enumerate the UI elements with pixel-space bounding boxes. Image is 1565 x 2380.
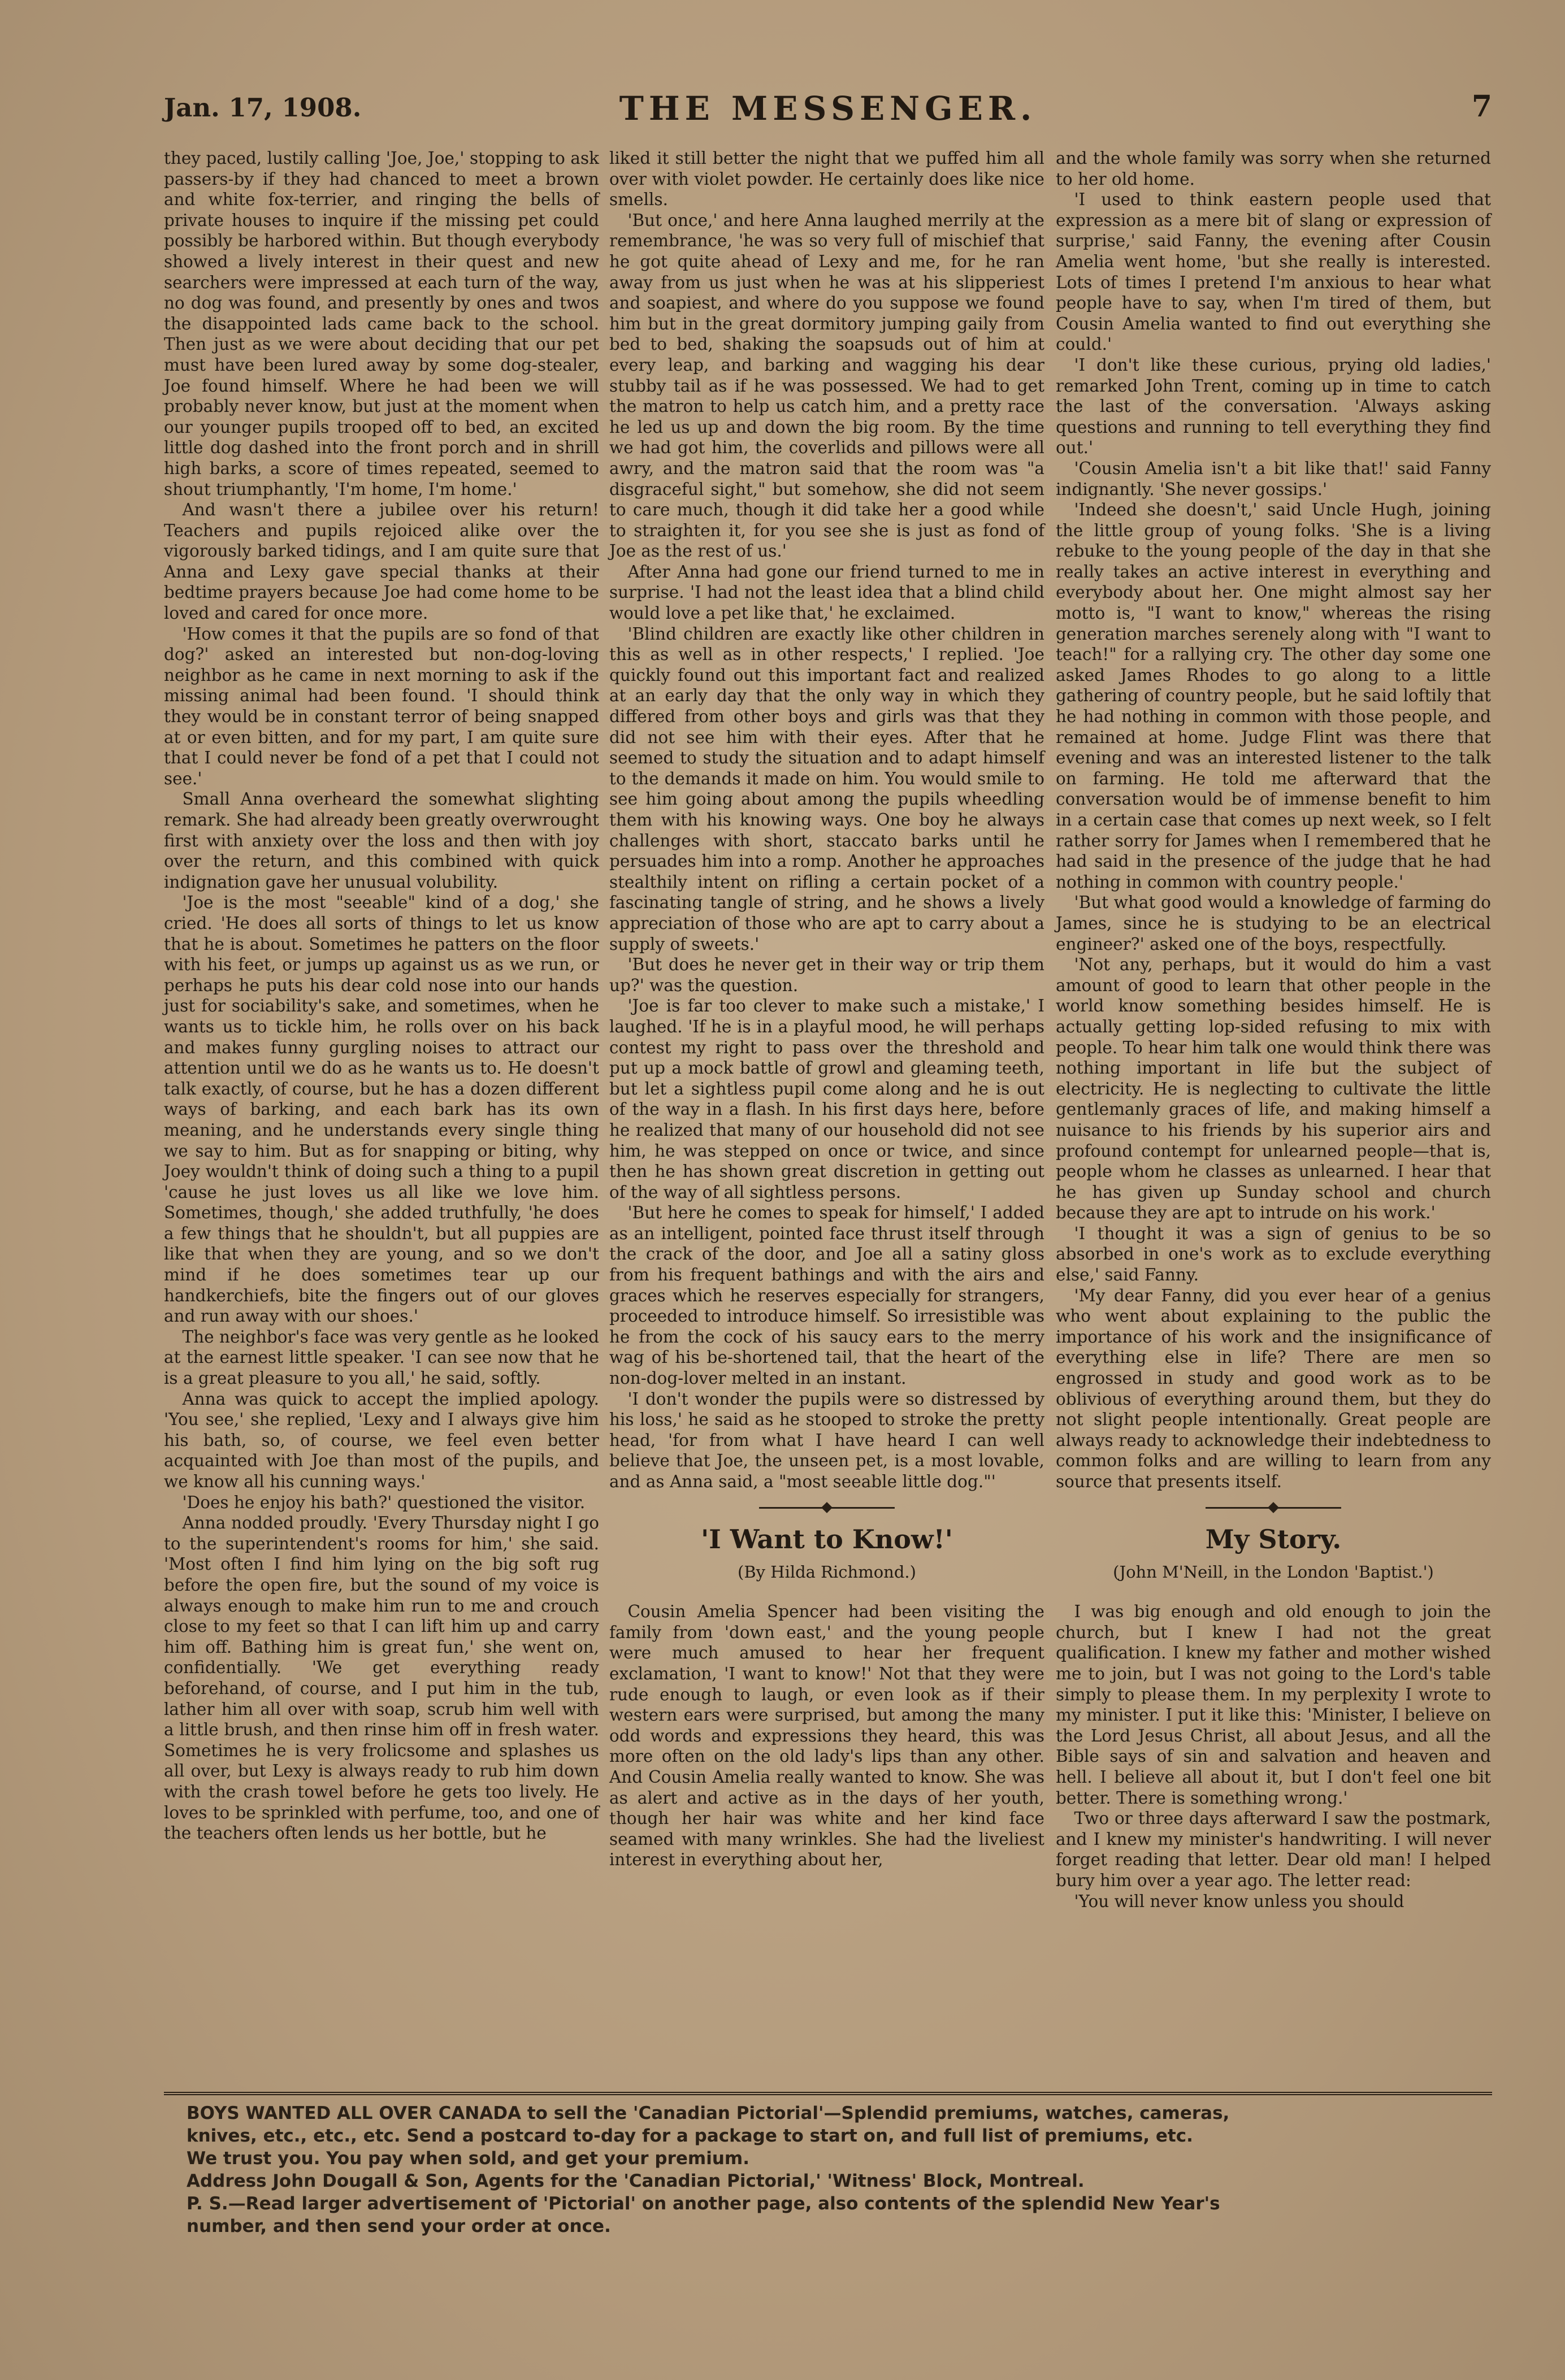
paragraph: 'Joe is the most "seeable" kind of a dog,' she cried. 'He does all sorts of things to let us know that he is about. Sometimes he patters on the floor with his feet, or jumps up against us as we run, or perhaps he puts his dear cold nose into our hands just for sociability's sake, and sometimes, when he wants us to tickle him, he rolls over on his back and makes funny gurgling noises to attract our attention until we do as he wants us to. He doesn't talk exactly, of course, but he has a dozen different ways of barking, and each bark has its own meaning, and he understands every single thing we say to him. But as for snapping or biting, why Joey wouldn't think of doing such a thing to a pupil 'cause he just loves us all like we love him. Sometimes, though,' she added truthfully, 'he does a few things that he shouldn't, but all puppies are like that when they are young, and so we don't mind if he does sometimes tear up our handkerchiefs, bite the fingers out of our gloves and run away with our shoes.'	[164, 893, 599, 1326]
paragraph: Small Anna overheard the somewhat slighting remark. She had already been greatly overwrought first with anxiety over the loss and then with joy over the return, and this combined with quick indignation gave her unusual volubility.	[164, 789, 599, 892]
article-title: My Story.	[1205, 1523, 1342, 1554]
article-title: 'I Want to Know!'	[701, 1523, 953, 1554]
column-2	[609, 148, 1044, 2066]
paragraph: 'But does he never get in their way or trip them up?' was the question.	[609, 955, 1044, 995]
page-number: 7	[1471, 89, 1492, 124]
footer-divider	[164, 2092, 1492, 2095]
paragraph: and the whole family was sorry when she returned to her old home.	[1056, 149, 1491, 189]
paragraph: The neighbor's face was very gentle as he looked at the earnest little speaker. 'I can see now that he is a great pleasure to you all,' he said, softly.	[164, 1327, 599, 1388]
masthead-title: THE MESSENGER.	[619, 89, 1037, 128]
paragraph: I was big enough and old enough to join the church, but I knew I had not the great qualification. I knew my father and mother wished me to join, but I was not going to the Lord's table simply to please them. In my perplexity I wrote to my minister. I put it like this: 'Minister, I believe on the Lord Jesus Christ, all about Jesus, and all the Bible says of sin and salvation and heaven and hell. I believe all about it, but I don't feel one bit better. There is something wrong.'	[1056, 1602, 1491, 1808]
paragraph: 'My dear Fanny, did you ever hear of a genius who went about explaining to the public the importance of his work and the insignificance of everything else in life? There are men so engrossed in study and good work as to be oblivious of everything around them, but they do not slight people intentionally. Great people are always ready to acknowledge their indebtedness to common folks and are willing to learn from any source that presents itself.	[1056, 1285, 1491, 1491]
ad-line: number, and then send your order at once.	[187, 2216, 611, 2236]
advertisement-footer	[187, 2102, 1486, 2238]
article-byline: (By Hilda Richmond.)	[738, 1562, 916, 1582]
ad-line: knives, etc., etc., etc. Send a postcard to-day for a package to start on, and full list of premiums, etc.	[187, 2126, 1193, 2146]
paragraph: 'But here he comes to speak for himself,' I added as an intelligent, pointed face thrust itself through the crack of the door, and Joe all a satiny gloss from his frequent bathings and with the airs and graces which he reserves especially for strangers, proceeded to introduce himself. So irresistible was he from the cock of his saucy ears to the merry wag of his be-shortened tail, that the heart of the non-dog-lover melted in an instant.	[609, 1203, 1044, 1388]
section-divider	[759, 1507, 895, 1513]
paragraph: 'You will never know unless you should	[1074, 1891, 1404, 1911]
page-header	[164, 89, 1492, 134]
paragraph: 'Does he enjoy his bath?' questioned the visitor.	[182, 1492, 586, 1512]
paragraph: they paced, lustily calling 'Joe, Joe,' stopping to ask passers-by if they had chanced to meet a brown and white fox-terrier, and ringing the bells of private houses to inquire if the missing pet could possibly be harbored within. But though everybody showed a lively interest in their quest and new searchers were impressed at each turn of the way, no dog was found, and presently by ones and twos the disappointed lads came back to the school. Then just as we were about deciding that our pet must have been lured away by some dog-stealer, Joe found himself. Where he had been we will probably never know, but just at the moment when our younger pupils trooped off to bed, an excited little dog dashed into the front porch and in shrill high barks, a score of times repeated, seemed to shout triumphantly, 'I'm home, I'm home.'	[164, 149, 599, 499]
paragraph: 'I don't wonder the pupils were so distressed by his loss,' he said as he stooped to stroke the pretty head, 'for from what I have heard I can well believe that Joe, the unseen pet, is a most lovable, and as Anna said, a "most seeable little dog."'	[609, 1389, 1044, 1491]
paragraph: After Anna had gone our friend turned to me in surprise. 'I had not the least idea that a blind child would love a pet like that,' he exclaimed.	[609, 562, 1044, 623]
article-byline: (John M'Neill, in the London 'Baptist.')	[1113, 1562, 1434, 1582]
paragraph: 'But once,' and here Anna laughed merrily at the remembrance, 'he was so very full of mischief that he got quite ahead of Lexy and me, for he ran away from us just when he was at his slipperiest and soapiest, and where do you suppose we found him but in the great dormitory jumping gaily from bed to bed, shaking the soapsuds out of him at every leap, and barking and wagging his dear stubby tail as if he was possessed. We had to get the matron to help us catch him, and a pretty race he led us up and down the big room. By the time we had got him, the coverlids and pillows were all awry, and the matron said that the room was "a disgraceful sight," but somehow, she did not seem to care much, though it did take her a good while to straighten it, for you see she is just as fond of Joe as the rest of us.'	[609, 210, 1044, 561]
paragraph: 'I used to think eastern people used that expression as a mere bit of slang or expression of surprise,' said Fanny, the evening after Cousin Amelia went home, 'but she really is interested. Lots of times I pretend I'm anxious to hear what people have to say, when I'm tired of them, but Cousin Amelia wanted to find out everything she could.'	[1056, 190, 1491, 354]
paragraph: 'Indeed she doesn't,' said Uncle Hugh, joining the little group of young folks. 'She is a living rebuke to the young people of the day in that she really takes an active interest in everything and everybody about her. One might almost say her motto is, "I want to know," whereas the rising generation marches serenely along with "I want to teach!" for a rallying cry. The other day some one asked James Rhodes to go along to a little gathering of country people, but he said loftily that he had nothing in common with those people, and remained at home. Judge Flint was there that evening and was an interested listener to the talk on farming. He told me afterward that the conversation would be of immense benefit to him in a certain case that comes up next week, so I felt rather sorry for James when I remembered that he had said in the presence of the judge that he had nothing in common with country people.'	[1056, 500, 1491, 892]
paragraph: And wasn't there a jubilee over his return! Teachers and pupils rejoiced alike over the vigorously barked tidings, and I am quite sure that Anna and Lexy gave special thanks at their bedtime prayers because Joe had come home to be loved and cared for once more.	[164, 500, 599, 623]
ad-line: P. S.—Read larger advertisement of 'Pictorial' on another page, also contents of the splendid New Year's	[187, 2194, 1220, 2214]
column-1	[164, 148, 599, 2066]
paragraph: 'Blind children are exactly like other children in this as well as in other respects,' I replied. 'Joe quickly found out this important fact and realized at an early day that the only way in which they differed from other boys and girls was that they did not see him with their eyes. After that he seemed to study the situation and to adapt himself to the demands it made on him. You would smile to see him going about among the pupils wheedling them with his knowing ways. One boy he always challenges with short, staccato barks until he persuades him into a romp. Another he approaches stealthily intent on rifling a certain pocket of a fascinating tangle of string, and he shows a lively appreciation of those who are apt to carry about a supply of sweets.'	[609, 624, 1044, 954]
ad-line: BOYS WANTED ALL OVER CANADA to sell the 'Canadian Pictorial'—Splendid premiums, watches, cameras,	[187, 2103, 1230, 2123]
paragraph: 'Cousin Amelia isn't a bit like that!' said Fanny indignantly. 'She never gossips.'	[1056, 458, 1491, 499]
paragraph: 'But what good would a knowledge of farming do James, since he is studying to be an electrical engineer?' asked one of the boys, respectfully.	[1056, 893, 1491, 954]
paragraph: 'I thought it was a sign of genius to be so absorbed in one's work as to exclude everything else,' said Fanny.	[1056, 1223, 1491, 1285]
issue-date: Jan. 17, 1908.	[164, 93, 362, 123]
paragraph: Two or three days afterward I saw the postmark, and I knew my minister's handwriting. I will never forget reading that letter. Dear old man! I helped bury him over a year ago. The letter read:	[1056, 1809, 1491, 1890]
section-divider	[1206, 1507, 1341, 1513]
ad-line: We trust you. You pay when sold, and get your premium.	[187, 2148, 749, 2169]
paragraph: 'How comes it that the pupils are so fond of that dog?' asked an interested but non-dog-loving neighbor as he came in next morning to ask if the missing animal had been found. 'I should think they would be in constant terror of being snapped at or even bitten, and for my part, I am quite sure that I could never be fond of a pet that I could not see.'	[164, 624, 599, 788]
ad-line: Address John Dougall & Son, Agents for the 'Canadian Pictorial,' 'Witness' Block, Montreal.	[187, 2171, 1085, 2191]
column-3	[1056, 148, 1491, 2066]
paragraph: 'Not any, perhaps, but it would do him a vast amount of good to learn that other people in the world know something besides himself. He is actually getting lop-sided refusing to mix with people. To hear him talk one would think there was nothing important in life but the subject of electricity. He is neglecting to cultivate the little gentlemanly graces of life, and making himself a nuisance to his friends by his superior airs and profound contempt for unlearned people—that is, people whom he classes as unlearned. I hear that he has given up Sunday school and church because they are apt to intrude on his work.'	[1056, 955, 1491, 1223]
paragraph: 'I don't like these curious, prying old ladies,' remarked John Trent, coming up in time to catch the last of the conversation. 'Always asking questions and running to tell everything they find out.'	[1056, 355, 1491, 458]
paragraph: 'Joe is far too clever to make such a mistake,' I laughed. 'If he is in a playful mood, he will perhaps contest my right to pass over the threshold and put up a mock battle of growl and gleaming teeth, but let a sightless pupil come along and he is out of the way in a flash. In his first days here, before he realized that many of our household did not see him, he was stepped on once or twice, and since then he has shown great discretion in getting out of the way of all sightless persons.	[609, 996, 1044, 1202]
paragraph: Cousin Amelia Spencer had been visiting the family from 'down east,' and the young people were much amused to hear her frequent exclamation, 'I want to know!' Not that they were rude enough to laugh, or even look as if their western ears were surprised, but among the many odd words and expressions they heard, this was more often on the old lady's lips than any other. And Cousin Amelia really wanted to know. She was as alert and active as in the days of her youth, though her hair was white and her kind face seamed with many wrinkles. She had the liveliest interest in everything about her,	[609, 1602, 1044, 1870]
paragraph: Anna was quick to accept the implied apology. 'You see,' she replied, 'Lexy and I always give him his bath, so, of course, we feel even better acquainted with Joe than most of the pupils, and we know all his cunning ways.'	[164, 1389, 599, 1491]
paragraph: liked it still better the night that we puffed him all over with violet powder. He certainly does like nice smells.	[609, 149, 1044, 210]
paragraph: Anna nodded proudly. 'Every Thursday night I go to the superintendent's rooms for him,' she said. 'Most often I find him lying on the big soft rug before the open fire, but the sound of my voice is always enough to make him run to me and crouch close to my feet so that I can lift him up and carry him off. Bathing him is great fun,' she went on, confidentially. 'We get everything ready beforehand, of course, and I put him in the tub, lather him all over with soap, scrub him well with a little brush, and then rinse him off in fresh water. Sometimes he is very frolicsome and splashes us all over, but Lexy is always ready to rub him down with the crash towel before he gets too lively. He loves to be sprinkled with perfume, too, and one of the teachers often lends us her bottle, but he	[164, 1513, 599, 1843]
